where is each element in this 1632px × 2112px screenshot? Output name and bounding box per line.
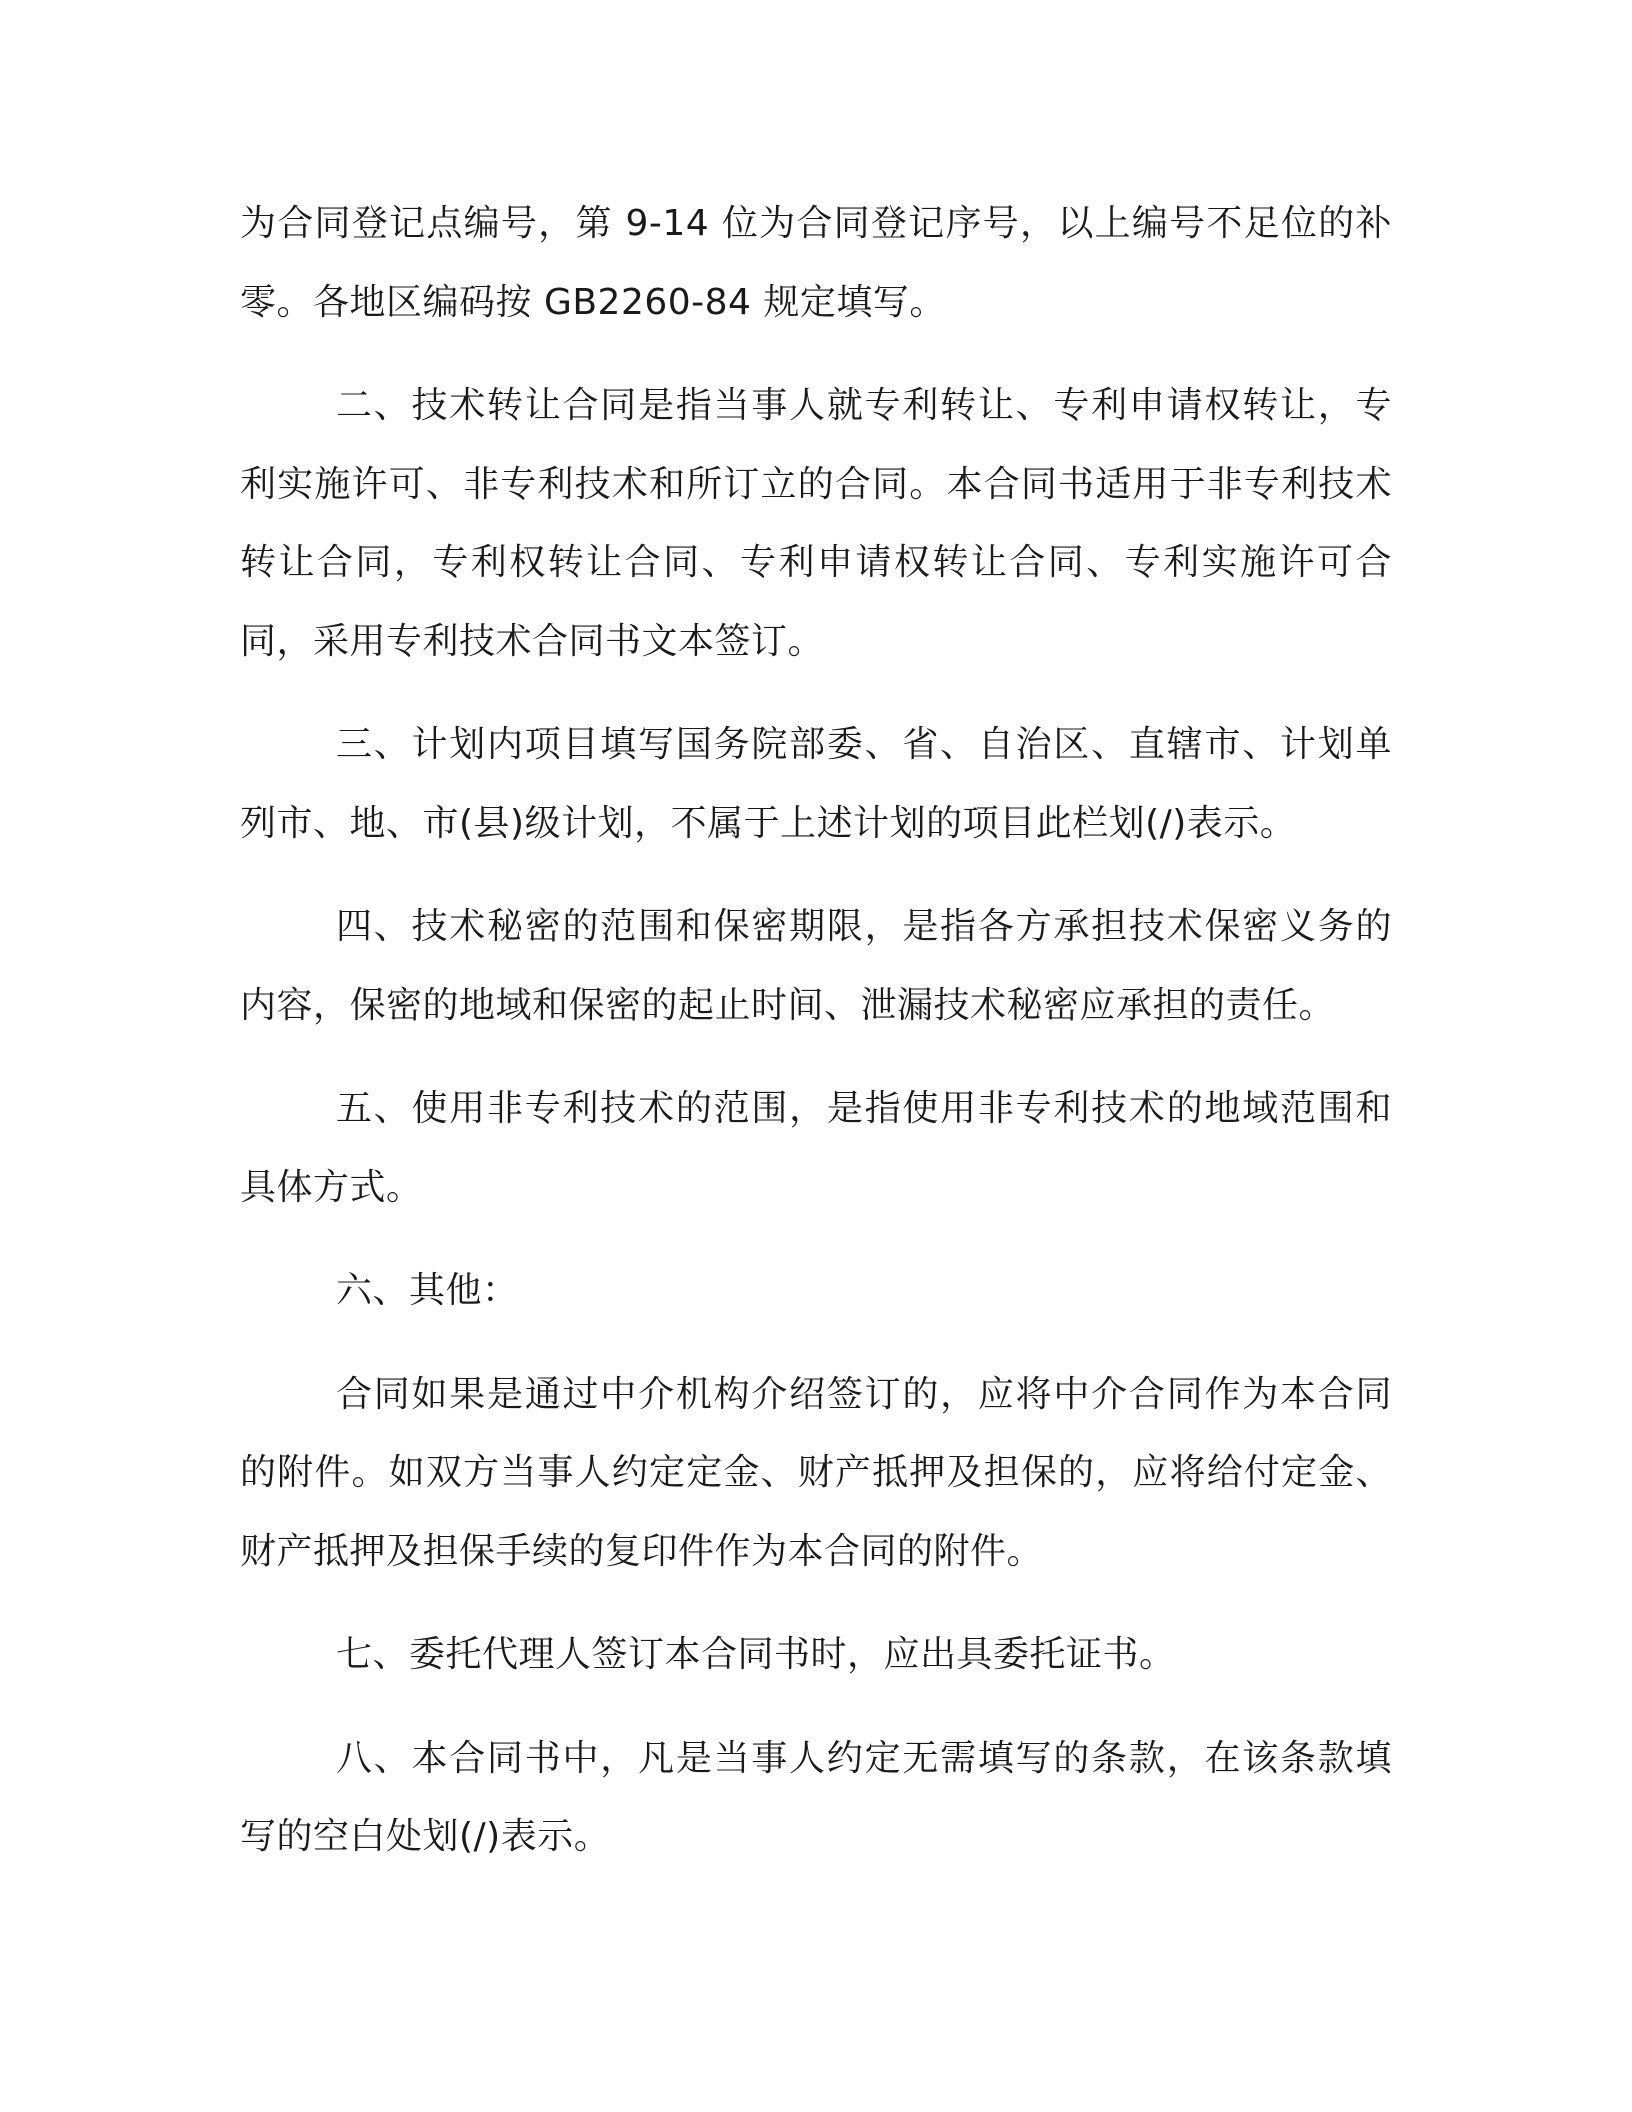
paragraph-7: 合同如果是通过中介机构介绍签订的，应将中介合同作为本合同的附件。如双方当事人约定定金、财产抵押及担保的，应将给付定金、财产抵押及担保手续的复印件作为本合同的附件。	[240, 1373, 1392, 1572]
paragraph-6: 六、其他：	[336, 1270, 519, 1311]
paragraph-8: 七、委托代理人签订本合同书时，应出具委托证书。	[336, 1634, 1176, 1675]
paragraph-1: 为合同登记点编号，第 9-14 位为合同登记序号，以上编号不足位的补零。各地区编码按 GB2260-84 规定填写。	[240, 203, 1392, 323]
document-body	[240, 185, 1392, 1877]
paragraph-2: 二、技术转让合同是指当事人就专利转让、专利申请权转让，专利实施许可、非专利技术和所订立的合同。本合同书适用于非专利技术转让合同，专利权转让合同、专利申请权转让合同、专利实施许可合同，采用专利技术合同书文本签订。	[240, 385, 1392, 662]
paragraph-4: 四、技术秘密的范围和保密期限，是指各方承担技术保密义务的内容，保密的地域和保密的起止时间、泄漏技术秘密应承担的责任。	[240, 906, 1392, 1026]
paragraph-5: 五、使用非专利技术的范围，是指使用非专利技术的地域范围和具体方式。	[240, 1088, 1392, 1208]
paragraph-9: 八、本合同书中，凡是当事人约定无需填写的条款，在该条款填写的空白处划(/)表示。	[240, 1737, 1392, 1857]
paragraph-3: 三、计划内项目填写国务院部委、省、自治区、直辖市、计划单列市、地、市(县)级计划，不属于上述计划的项目此栏划(/)表示。	[240, 724, 1392, 844]
